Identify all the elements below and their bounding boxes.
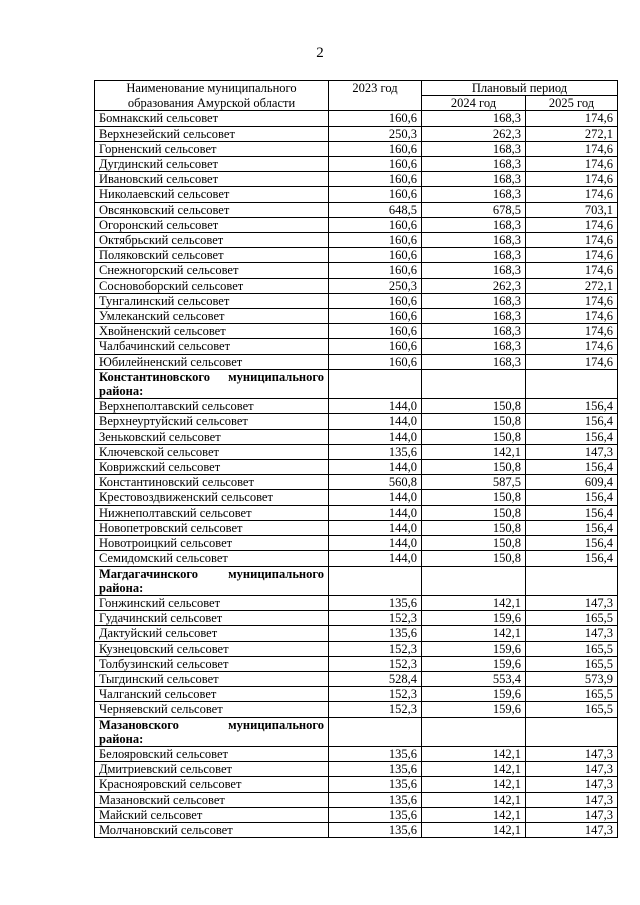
empty-cell [526,717,618,746]
value-2025: 174,6 [526,324,618,339]
value-2025: 147,3 [526,822,618,837]
district-word-2: муниципального [228,566,324,581]
value-2023: 144,0 [329,460,422,475]
value-2023: 144,0 [329,520,422,535]
settlement-name: Толбузинский сельсовет [95,656,329,671]
table-row [95,551,618,566]
header-name-column: Наименование муниципального образования Амурской области [95,81,329,111]
settlement-name: Поляковский сельсовет [95,248,329,263]
value-2025: 165,5 [526,702,618,717]
value-2024: 142,1 [422,762,526,777]
value-2024: 587,5 [422,475,526,490]
table-row [95,611,618,626]
value-2023: 152,3 [329,687,422,702]
table-row [95,263,618,278]
value-2023: 160,6 [329,111,422,126]
value-2024: 150,8 [422,460,526,475]
value-2023: 560,8 [329,475,422,490]
settlement-name: Константиновский сельсовет [95,475,329,490]
header-2024: 2024 год [422,96,526,111]
value-2024: 168,3 [422,111,526,126]
empty-cell [329,566,422,595]
value-2024: 168,3 [422,217,526,232]
value-2025: 147,3 [526,762,618,777]
settlement-name: Горненский сельсовет [95,141,329,156]
value-2024: 142,1 [422,822,526,837]
value-2025: 147,3 [526,626,618,641]
value-2024: 262,3 [422,126,526,141]
value-2023: 135,6 [329,807,422,822]
table-row [95,475,618,490]
value-2023: 528,4 [329,671,422,686]
empty-cell [422,566,526,595]
value-2023: 144,0 [329,429,422,444]
table-row [95,656,618,671]
value-2025: 165,5 [526,656,618,671]
value-2023: 160,6 [329,217,422,232]
settlement-name: Овсянковский сельсовет [95,202,329,217]
settlement-name: Снежногорский сельсовет [95,263,329,278]
table-row [95,671,618,686]
value-2025: 156,4 [526,490,618,505]
value-2023: 135,6 [329,746,422,761]
settlement-name: Молчановский сельсовет [95,822,329,837]
district-name [95,717,329,746]
value-2024: 159,6 [422,702,526,717]
value-2023: 144,0 [329,505,422,520]
value-2024: 159,6 [422,656,526,671]
table-row [95,444,618,459]
value-2025: 147,3 [526,807,618,822]
value-2023: 160,6 [329,309,422,324]
value-2024: 150,8 [422,551,526,566]
settlement-name: Белояровский сельсовет [95,746,329,761]
table-row [95,762,618,777]
value-2025: 156,4 [526,536,618,551]
value-2023: 152,3 [329,611,422,626]
value-2025: 156,4 [526,551,618,566]
header-2023: 2023 год [329,81,422,111]
value-2024: 142,1 [422,595,526,610]
value-2025: 174,6 [526,309,618,324]
value-2024: 142,1 [422,792,526,807]
settlement-name: Дактуйский сельсовет [95,626,329,641]
district-name [95,369,329,398]
value-2025: 156,4 [526,520,618,535]
value-2025: 272,1 [526,126,618,141]
value-2025: 156,4 [526,414,618,429]
value-2025: 609,4 [526,475,618,490]
district-word-3: района: [99,384,144,399]
table-row [95,309,618,324]
table-row [95,324,618,339]
value-2025: 703,1 [526,202,618,217]
table-row [95,490,618,505]
header-row-1 [95,81,618,96]
empty-cell [329,717,422,746]
value-2023: 160,6 [329,248,422,263]
table-row [95,187,618,202]
value-2025: 156,4 [526,399,618,414]
header-2025: 2025 год [526,96,618,111]
settlement-name: Чалбачинский сельсовет [95,339,329,354]
value-2024: 262,3 [422,278,526,293]
value-2024: 168,3 [422,293,526,308]
settlement-name: Сосновоборский сельсовет [95,278,329,293]
value-2024: 168,3 [422,324,526,339]
value-2024: 168,3 [422,263,526,278]
empty-cell [526,369,618,398]
settlement-name: Верхнезейский сельсовет [95,126,329,141]
value-2023: 160,6 [329,233,422,248]
value-2025: 174,6 [526,141,618,156]
district-header-row [95,566,618,595]
value-2024: 168,3 [422,248,526,263]
value-2024: 142,1 [422,444,526,459]
value-2023: 648,5 [329,202,422,217]
value-2025: 174,6 [526,354,618,369]
table-row [95,354,618,369]
settlement-name: Краснояровский сельсовет [95,777,329,792]
settlement-name: Бомнакский сельсовет [95,111,329,126]
value-2023: 160,6 [329,324,422,339]
value-2025: 147,3 [526,746,618,761]
table-row [95,399,618,414]
settlement-name: Новопетровский сельсовет [95,520,329,535]
value-2023: 160,6 [329,172,422,187]
value-2025: 156,4 [526,429,618,444]
table-row [95,536,618,551]
table-row [95,520,618,535]
settlement-name: Чалганский сельсовет [95,687,329,702]
value-2024: 168,3 [422,172,526,187]
value-2023: 135,6 [329,595,422,610]
settlement-name: Дугдинский сельсовет [95,157,329,172]
value-2024: 168,3 [422,354,526,369]
value-2023: 160,6 [329,293,422,308]
value-2023: 160,6 [329,354,422,369]
table-row [95,626,618,641]
value-2023: 144,0 [329,490,422,505]
settlement-name: Верхнеполтавский сельсовет [95,399,329,414]
table-row [95,157,618,172]
value-2023: 160,6 [329,157,422,172]
value-2023: 152,3 [329,702,422,717]
value-2023: 135,6 [329,762,422,777]
value-2023: 135,6 [329,792,422,807]
value-2025: 174,6 [526,263,618,278]
district-word-1: Мазановского [99,717,179,732]
value-2025: 156,4 [526,505,618,520]
header-planned-period: Плановый период [422,81,618,96]
settlement-name: Юбилейненский сельсовет [95,354,329,369]
budget-table [94,80,618,838]
settlement-name: Мазановский сельсовет [95,792,329,807]
value-2024: 150,8 [422,505,526,520]
value-2023: 144,0 [329,414,422,429]
value-2025: 165,5 [526,611,618,626]
value-2025: 147,3 [526,777,618,792]
value-2023: 160,6 [329,187,422,202]
value-2024: 150,8 [422,414,526,429]
district-header-row [95,369,618,398]
value-2025: 174,6 [526,248,618,263]
value-2025: 174,6 [526,339,618,354]
settlement-name: Коврижский сельсовет [95,460,329,475]
value-2024: 150,8 [422,536,526,551]
settlement-name: Гудачинский сельсовет [95,611,329,626]
district-word-1: Константиновского [99,369,211,384]
table-row [95,429,618,444]
value-2024: 142,1 [422,777,526,792]
table-row [95,746,618,761]
value-2024: 159,6 [422,611,526,626]
settlement-name: Верхнеуртуйский сельсовет [95,414,329,429]
table-row [95,641,618,656]
value-2025: 174,6 [526,233,618,248]
value-2024: 159,6 [422,641,526,656]
table-row [95,687,618,702]
district-word-2: муниципального [228,717,324,732]
table-row [95,111,618,126]
settlement-name: Тыгдинский сельсовет [95,671,329,686]
value-2024: 553,4 [422,671,526,686]
settlement-name: Нижнеполтавский сельсовет [95,505,329,520]
district-word-3: района: [99,580,144,595]
table-row [95,792,618,807]
value-2025: 174,6 [526,187,618,202]
value-2023: 160,6 [329,339,422,354]
settlement-name: Дмитриевский сельсовет [95,762,329,777]
value-2025: 147,3 [526,792,618,807]
value-2024: 168,3 [422,233,526,248]
settlement-name: Семидомский сельсовет [95,551,329,566]
empty-cell [329,369,422,398]
district-word-1: Магдагачинского [99,566,199,581]
value-2024: 150,8 [422,399,526,414]
value-2025: 174,6 [526,157,618,172]
settlement-name: Черняевский сельсовет [95,702,329,717]
table-row [95,202,618,217]
settlement-name: Хвойненский сельсовет [95,324,329,339]
settlement-name: Новотроицкий сельсовет [95,536,329,551]
table-row [95,460,618,475]
value-2025: 174,6 [526,293,618,308]
table-row [95,505,618,520]
settlement-name: Зеньковский сельсовет [95,429,329,444]
value-2023: 135,6 [329,777,422,792]
table-row [95,777,618,792]
settlement-name: Ключевской сельсовет [95,444,329,459]
settlement-name: Октябрьский сельсовет [95,233,329,248]
value-2023: 144,0 [329,399,422,414]
value-2024: 142,1 [422,807,526,822]
settlement-name: Ивановский сельсовет [95,172,329,187]
settlement-name: Крестовоздвиженский сельсовет [95,490,329,505]
value-2025: 147,3 [526,444,618,459]
settlement-name: Николаевский сельсовет [95,187,329,202]
value-2025: 272,1 [526,278,618,293]
value-2024: 150,8 [422,429,526,444]
empty-cell [526,566,618,595]
district-name [95,566,329,595]
value-2023: 135,6 [329,822,422,837]
value-2024: 168,3 [422,157,526,172]
value-2023: 144,0 [329,536,422,551]
value-2025: 174,6 [526,111,618,126]
table-row [95,293,618,308]
value-2024: 159,6 [422,687,526,702]
table-row [95,141,618,156]
district-word-2: муниципального [228,369,324,384]
table-row [95,126,618,141]
settlement-name: Тунгалинский сельсовет [95,293,329,308]
table-row [95,217,618,232]
empty-cell [422,717,526,746]
value-2024: 678,5 [422,202,526,217]
district-header-row [95,717,618,746]
settlement-name: Огоронский сельсовет [95,217,329,232]
value-2023: 144,0 [329,551,422,566]
table-row [95,595,618,610]
table-row [95,822,618,837]
value-2023: 152,3 [329,656,422,671]
value-2023: 160,6 [329,263,422,278]
settlement-name: Кузнецовский сельсовет [95,641,329,656]
value-2023: 152,3 [329,641,422,656]
value-2023: 135,6 [329,626,422,641]
value-2025: 165,5 [526,687,618,702]
value-2024: 150,8 [422,490,526,505]
value-2025: 174,6 [526,217,618,232]
table-row [95,278,618,293]
value-2023: 250,3 [329,126,422,141]
settlement-name: Майский сельсовет [95,807,329,822]
table-row [95,414,618,429]
table-body [95,111,618,838]
table-row [95,702,618,717]
value-2023: 135,6 [329,444,422,459]
value-2024: 142,1 [422,746,526,761]
value-2023: 250,3 [329,278,422,293]
table-row [95,339,618,354]
value-2024: 168,3 [422,309,526,324]
value-2024: 168,3 [422,339,526,354]
value-2024: 168,3 [422,187,526,202]
value-2023: 160,6 [329,141,422,156]
value-2025: 156,4 [526,460,618,475]
value-2024: 168,3 [422,141,526,156]
settlement-name: Гонжинский сельсовет [95,595,329,610]
table-row [95,233,618,248]
table-row [95,172,618,187]
empty-cell [422,369,526,398]
table-row [95,248,618,263]
table-row [95,807,618,822]
value-2025: 174,6 [526,172,618,187]
value-2025: 147,3 [526,595,618,610]
value-2024: 150,8 [422,520,526,535]
settlement-name: Умлеканский сельсовет [95,309,329,324]
page-number: 2 [316,45,324,61]
value-2025: 165,5 [526,641,618,656]
value-2025: 573,9 [526,671,618,686]
district-word-3: района: [99,731,144,746]
value-2024: 142,1 [422,626,526,641]
